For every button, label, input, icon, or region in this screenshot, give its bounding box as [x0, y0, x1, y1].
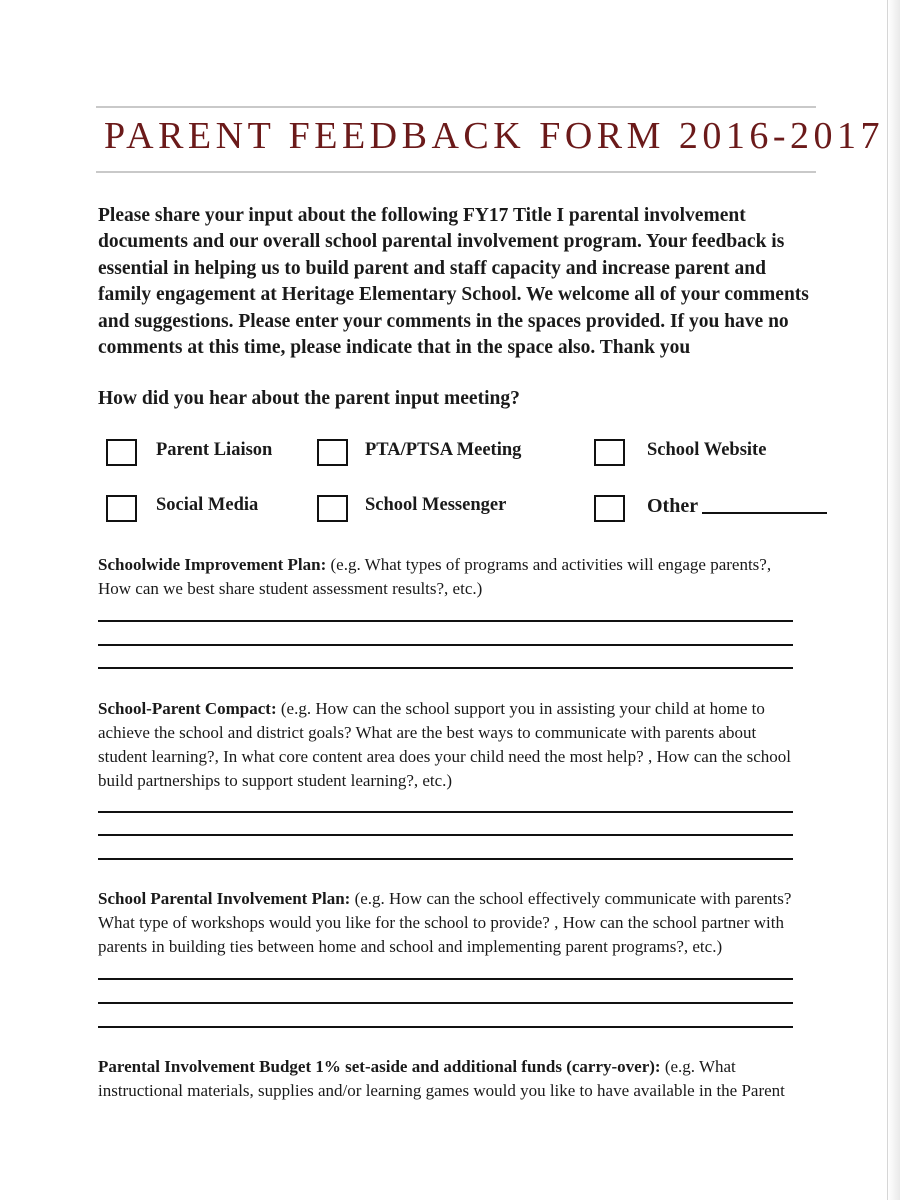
answer-line[interactable]: [98, 1026, 793, 1028]
other-write-in-line[interactable]: [702, 498, 827, 514]
section-school-parent-compact: [98, 697, 798, 793]
page-edge: [887, 0, 900, 1200]
option-label-pta-ptsa-meeting: PTA/PTSA Meeting: [365, 440, 522, 460]
checkbox-school-messenger[interactable]: [317, 495, 348, 522]
section-heading: Schoolwide Improvement Plan:: [98, 555, 327, 574]
title-top-rule: [96, 106, 816, 108]
meeting-question: How did you hear about the parent input meeting?: [98, 388, 520, 409]
answer-line[interactable]: [98, 620, 793, 622]
section-prompt: (e.g. How can the school support you in assisting your child at home to achieve the school and district goals? What are the best ways to communicate with parents about student learning?, In what core content area does your child need the most help? , How can the school build partnerships to support student learning?, etc.): [98, 699, 791, 790]
section-heading: School-Parent Compact:: [98, 699, 277, 718]
section-prompt: (e.g. What instructional materials, supplies and/or learning games would you like to have available in the Parent: [98, 1057, 785, 1100]
answer-line[interactable]: [98, 1002, 793, 1004]
answer-line[interactable]: [98, 834, 793, 836]
option-other: [647, 495, 827, 518]
answer-line[interactable]: [98, 811, 793, 813]
checkbox-social-media[interactable]: [106, 495, 137, 522]
section-heading: School Parental Involvement Plan:: [98, 889, 351, 908]
title-bottom-rule: [96, 171, 816, 173]
section-schoolwide-improvement-plan: [98, 553, 798, 601]
checkbox-parent-liaison[interactable]: [106, 439, 137, 466]
checkbox-school-website[interactable]: [594, 439, 625, 466]
option-label-other: Other: [647, 495, 699, 517]
section-prompt: (e.g. How can the school effectively communicate with parents? What type of workshops would you like for the school to provide? , How can the school partner with parents in building ties between home and school and implementing parent programs?, etc.): [98, 889, 792, 956]
answer-line[interactable]: [98, 978, 793, 980]
option-label-social-media: Social Media: [156, 495, 259, 515]
section-prompt: (e.g. What types of programs and activities will engage parents?, How can we best share student assessment results?, etc.): [98, 555, 772, 598]
option-label-parent-liaison: Parent Liaison: [156, 440, 273, 460]
section-parental-involvement-budget: [98, 1055, 798, 1103]
answer-line[interactable]: [98, 858, 793, 860]
form-title: PARENT FEEDBACK FORM 2016-2017: [104, 115, 885, 157]
option-label-school-messenger: School Messenger: [365, 495, 507, 515]
checkbox-other[interactable]: [594, 495, 625, 522]
section-school-parental-involvement-plan: [98, 887, 798, 959]
answer-line[interactable]: [98, 667, 793, 669]
section-heading: Parental Involvement Budget 1% set-aside and additional funds (carry-over):: [98, 1057, 661, 1076]
answer-line[interactable]: [98, 644, 793, 646]
option-label-school-website: School Website: [647, 440, 767, 460]
checkbox-pta-ptsa-meeting[interactable]: [317, 439, 348, 466]
intro-paragraph: Please share your input about the following FY17 Title I parental involvement documents and our overall school parental involvement program. Your feedback is essential in helping us to build parent and staff capacity and increase parent and family engagement at Heritage Elementary School. We welcome all of your comments and suggestions. Please enter your comments in the spaces provided. If you have no comments at this time, please indicate that in the space also. Thank you: [98, 205, 809, 359]
